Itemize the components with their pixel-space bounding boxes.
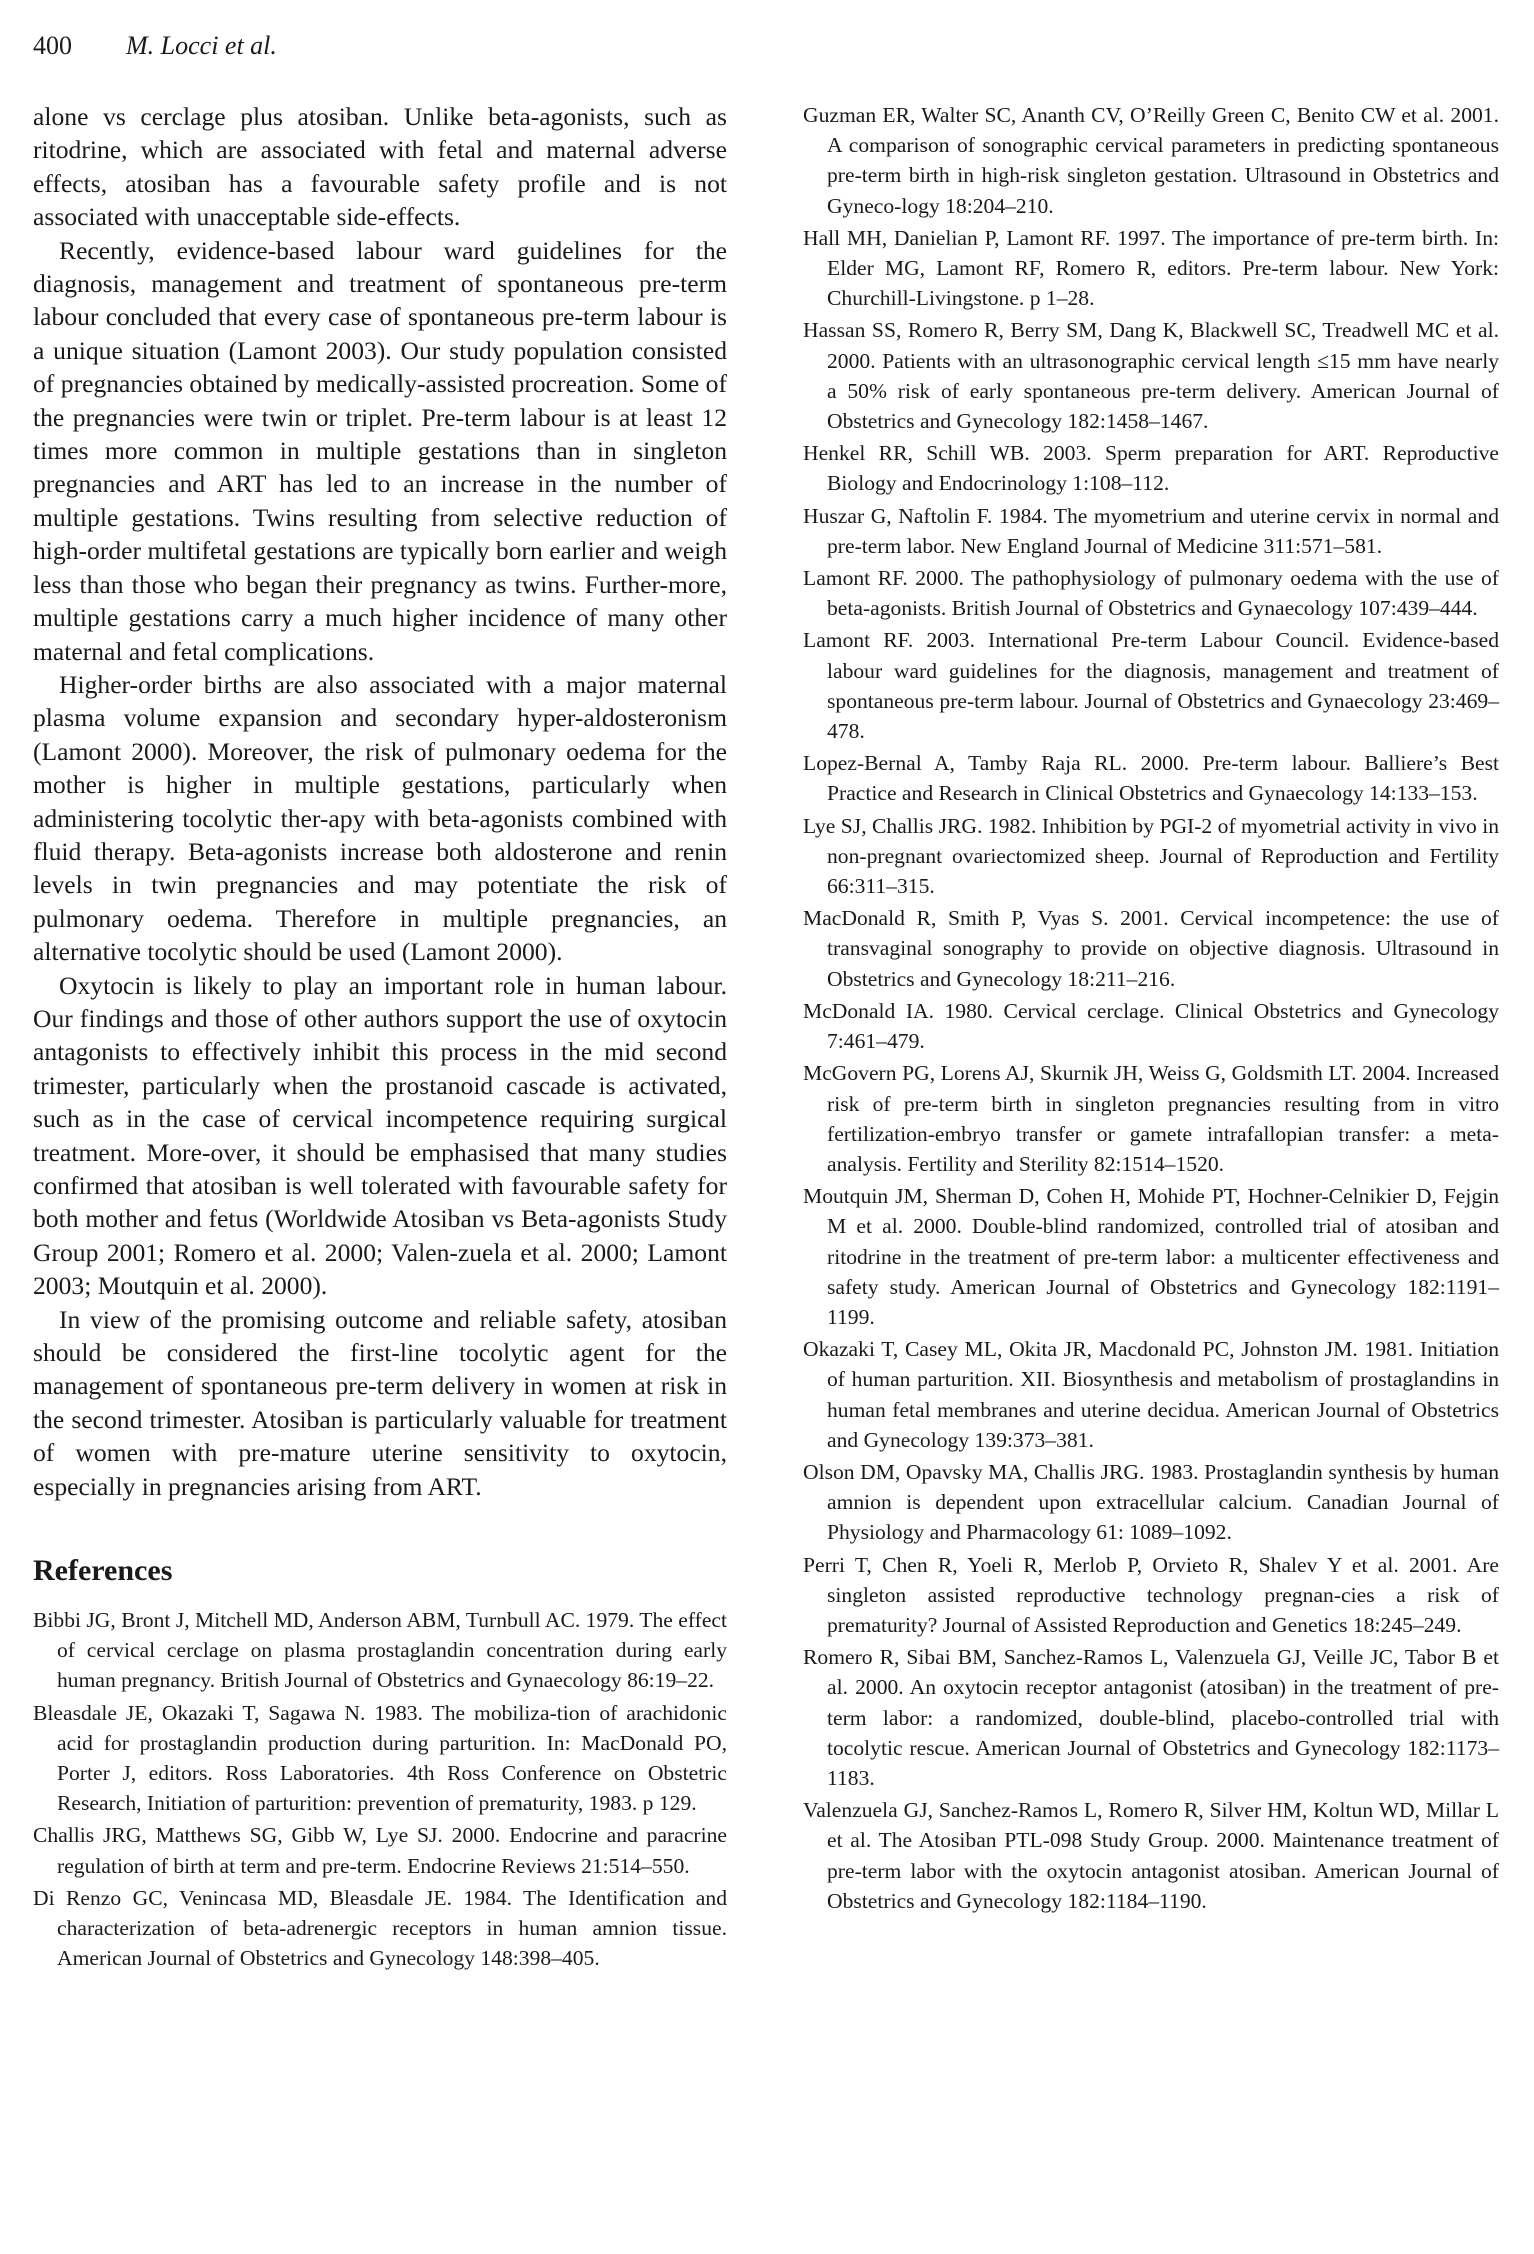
reference-entry: Hassan SS, Romero R, Berry SM, Dang K, Blackwell SC, Treadwell MC et al. 2000. Patients with an ultrasonographic cervical length ≤15 mm have nearly a 50% risk of early spontaneous pre-term delivery. American Journal of Obstetrics and Gynecology 182:1458–1467. bbox=[803, 318, 1499, 434]
body-paragraph: Oxytocin is likely to play an important role in human labour. Our findings and those of other authors support the use of oxytocin antagonists to effectively inhibit this process in the mid second trimester, particularly when the prostanoid cascade is activated, such as in the case of cervical incompetence requiring surgical treatment. More-over, it should be emphasised that many studies confirmed that atosiban is well tolerated with favourable safety for both mother and fetus (Worldwide Atosiban vs Beta-agonists Study Group 2001; Romero et al. 2000; Valen-zuela et al. 2000; Lamont 2003; Moutquin et al. 2000). bbox=[33, 970, 727, 1301]
reference-entry: Di Renzo GC, Venincasa MD, Bleasdale JE. 1984. The Identification and characterization of beta-adrenergic receptors in human amnion tissue. American Journal of Obstetrics and Gynecology 148:398–405. bbox=[33, 1885, 727, 1971]
reference-entry: MacDonald R, Smith P, Vyas S. 2001. Cervical incompetence: the use of transvaginal sonography to provide on objective diagnosis. Ultrasound in Obstetrics and Gynecology 18:211–216. bbox=[803, 906, 1499, 991]
reference-entry: Lopez-Bernal A, Tamby Raja RL. 2000. Pre-term labour. Balliere’s Best Practice and Research in Clinical Obstetrics and Gynaecology 14:133–153. bbox=[803, 751, 1499, 806]
reference-entry: Hall MH, Danielian P, Lamont RF. 1997. The importance of pre-term birth. In: Elder MG, Lamont RF, Romero R, editors. Pre-term labour. New York: Churchill-Livingstone. p 1–28. bbox=[803, 225, 1499, 311]
body-paragraph: In view of the promising outcome and reliable safety, atosiban should be considered the first-line tocolytic agent for the management of spontaneous pre-term delivery in women at risk in the second trimester. Atosiban is particularly valuable for treatment of women with pre-mature uterine sensitivity to oxytocin, especially in pregnancies arising from ART. bbox=[33, 1304, 727, 1501]
reference-entry: Moutquin JM, Sherman D, Cohen H, Mohide PT, Hochner-Celnikier D, Fejgin M et al. 2000. Double-blind randomized, controlled trial of atosiban and ritodrine in the treatment of pre-term labor: a multicenter effectiveness and safety study. American Journal of Obstetrics and Gynecology 182:1191–1199. bbox=[803, 1184, 1499, 1329]
running-header bbox=[33, 26, 277, 66]
left-column bbox=[33, 100, 727, 1976]
reference-entry: Lye SJ, Challis JRG. 1982. Inhibition by PGI-2 of myometrial activity in vivo in non-pregnant ovariectomized sheep. Journal of Reproduction and Fertility 66:311–315. bbox=[803, 813, 1499, 899]
reference-entry: Olson DM, Opavsky MA, Challis JRG. 1983. Prostaglandin synthesis by human amnion is dependent upon extracellular calcium. Canadian Journal of Physiology and Pharmacology 61: 1089–1092. bbox=[803, 1459, 1499, 1545]
body-paragraph: Higher-order births are also associated with a major maternal plasma volume expansion and secondary hyper-aldosteronism (Lamont 2000). Moreover, the risk of pulmonary oedema for the mother is higher in multiple gestations, particularly when administering tocolytic ther-apy with beta-agonists combined with fluid therapy. Beta-agonists increase both aldosterone and renin levels in twin pregnancies and may potentiate the risk of pulmonary oedema. Therefore in multiple pregnancies, an alternative tocolytic should be used (Lamont 2000). bbox=[33, 669, 727, 967]
reference-entry: Romero R, Sibai BM, Sanchez-Ramos L, Valenzuela GJ, Veille JC, Tabor B et al. 2000. An oxytocin receptor antagonist (atosiban) in the treatment of pre-term labor: a randomized, double-blind, placebo-controlled trial with tocolytic rescue. American Journal of Obstetrics and Gynecology 182:1173–1183. bbox=[803, 1645, 1499, 1790]
reference-entry: Huszar G, Naftolin F. 1984. The myometrium and uterine cervix in normal and pre-term labor. New England Journal of Medicine 311:571–581. bbox=[803, 503, 1499, 558]
reference-entry: Guzman ER, Walter SC, Ananth CV, O’Reilly Green C, Benito CW et al. 2001. A comparison of sonographic cervical parameters in predicting spontaneous pre-term birth in high-risk singleton gestation. Ultrasound in Obstetrics and Gyneco-logy 18:204–210. bbox=[803, 103, 1499, 218]
reference-entry: Okazaki T, Casey ML, Okita JR, Macdonald PC, Johnston JM. 1981. Initiation of human parturition. XII. Biosynthesis and metabolism of prostaglandins in human fetal membranes and uterine decidua. American Journal of Obstetrics and Gynecology 139:373–381. bbox=[803, 1337, 1499, 1452]
reference-entry: McDonald IA. 1980. Cervical cerclage. Clinical Obstetrics and Gynecology 7:461–479. bbox=[803, 998, 1499, 1054]
reference-entry: Challis JRG, Matthews SG, Gibb W, Lye SJ. 2000. Endocrine and paracrine regulation of birth at term and pre-term. Endocrine Reviews 21:514–550. bbox=[33, 1823, 727, 1878]
reference-entry: Bleasdale JE, Okazaki T, Sagawa N. 1983. The mobiliza-tion of arachidonic acid for prostaglandin production during parturition. In: MacDonald PO, Porter J, editors. Ross Laboratories. 4th Ross Conference on Obstetric Research, Initiation of parturition: prevention of prematurity, 1983. p 129. bbox=[33, 1700, 727, 1816]
right-column bbox=[803, 100, 1499, 1918]
body-paragraph: alone vs cerclage plus atosiban. Unlike beta-agonists, such as ritodrine, which are associated with fetal and maternal adverse effects, atosiban has a favourable safety profile and is not associated with unacceptable side-effects. bbox=[33, 102, 727, 232]
reference-entry: Valenzuela GJ, Sanchez-Ramos L, Romero R, Silver HM, Koltun WD, Millar L et al. The Atosiban PTL-098 Study Group. 2000. Maintenance treatment of pre-term labor with the oxytocin antagonist atosiban. American Journal of Obstetrics and Gynecology 182:1184–1190. bbox=[803, 1798, 1499, 1913]
body-paragraph: Recently, evidence-based labour ward guidelines for the diagnosis, management and treatment of spontaneous pre-term labour concluded that every case of spontaneous pre-term labour is a unique situation (Lamont 2003). Our study population consisted of pregnancies obtained by medically-assisted procreation. Some of the pregnancies were twin or triplet. Pre-term labour is at least 12 times more common in multiple gestations than in singleton pregnancies and ART has led to an increase in the number of multiple gestations. Twins resulting from selective reduction of high-order multifetal gestations are typically born earlier and weigh less than those who began their pregnancy as twins. Further-more, multiple gestations carry a much higher incidence of many other maternal and fetal complications. bbox=[33, 235, 727, 666]
references-heading: References bbox=[33, 1554, 173, 1588]
reference-entry: Bibbi JG, Bront J, Mitchell MD, Anderson ABM, Turnbull AC. 1979. The effect of cervical cerclage on plasma prostaglandin concentration during early human pregnancy. British Journal of Obstetrics and Gynaecology 86:19–22. bbox=[33, 1608, 727, 1693]
running-head-authors: M. Locci et al. bbox=[126, 31, 277, 60]
reference-entry: Henkel RR, Schill WB. 2003. Sperm preparation for ART. Reproductive Biology and Endocrinology 1:108–112. bbox=[803, 441, 1499, 496]
reference-entry: McGovern PG, Lorens AJ, Skurnik JH, Weiss G, Goldsmith LT. 2004. Increased risk of pre-term birth in singleton pregnancies resulting from in vitro fertilization-embryo transfer or gamete intrafallopian transfer: a meta-analysis. Fertility and Sterility 82:1514–1520. bbox=[803, 1061, 1499, 1176]
reference-entry: Lamont RF. 2000. The pathophysiology of pulmonary oedema with the use of beta-agonists. British Journal of Obstetrics and Gynaecology 107:439–444. bbox=[803, 566, 1499, 621]
reference-entry: Lamont RF. 2003. International Pre-term Labour Council. Evidence-based labour ward guidelines for the diagnosis, management and treatment of spontaneous pre-term labour. Journal of Obstetrics and Gynaecology 23:469–478. bbox=[803, 628, 1499, 744]
page-number: 400 bbox=[33, 31, 72, 60]
reference-entry: Perri T, Chen R, Yoeli R, Merlob P, Orvieto R, Shalev Y et al. 2001. Are singleton assisted reproductive technology pregnan-cies a risk of prematurity? Journal of Assisted Reproduction and Genetics 18:245–249. bbox=[803, 1552, 1499, 1637]
